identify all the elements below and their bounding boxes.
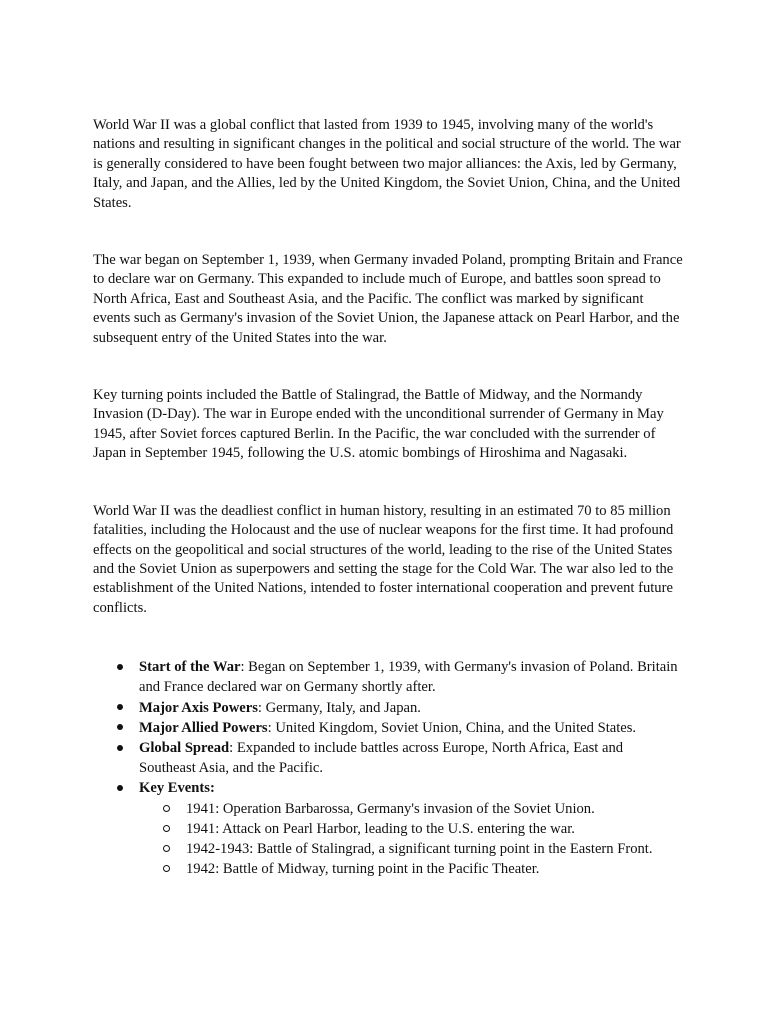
paragraph-turning-points: Key turning points included the Battle of Stalingrad, the Battle of Midway, and the Normandy Invasion (D-Day). The war in Europe ended with the unconditional surrender of Germany in May 1945, after Soviet forces captured Berlin. In the Pacific, the war concluded with the surrender of Japan in September 1945, following the U.S. atomic bombings of Hiroshima and Nagasaki. xyxy=(93,387,664,462)
bullet-axis-powers xyxy=(93,698,683,718)
key-event-text: 1942: Battle of Midway, turning point in the Pacific Theater. xyxy=(186,861,540,878)
bullet-label: Major Axis Powers xyxy=(139,699,258,716)
key-event-text: 1941: Attack on Pearl Harbor, leading to the U.S. entering the war. xyxy=(186,820,575,837)
document-page xyxy=(93,116,683,879)
hollow-bullet-icon xyxy=(161,819,171,839)
key-event-text: 1942-1943: Battle of Stalingrad, a significant turning point in the Eastern Front. xyxy=(186,840,653,857)
bullet-dot-icon xyxy=(115,718,125,738)
hollow-bullet-icon xyxy=(161,859,171,879)
bullet-label: Key Events: xyxy=(139,780,215,797)
bullet-dot-icon xyxy=(115,778,125,798)
bullet-label: Global Spread xyxy=(139,739,230,756)
bullet-dot-icon xyxy=(115,698,125,718)
bullet-allied-powers xyxy=(93,718,683,738)
paragraph-beginning: The war began on September 1, 1939, when Germany invaded Poland, prompting Britain and France to declare war on Germany. This expanded to include much of Europe, and battles soon spread to North Africa, East and Southeast Asia, and the Pacific. The conflict was marked by significant events such as Germany's invasion of the Soviet Union, the Japanese attack on Pearl Harbor, and the subsequent entry of the United States into the war. xyxy=(93,252,683,346)
hollow-bullet-icon xyxy=(161,799,171,819)
key-event-item xyxy=(139,839,683,859)
key-event-text: 1941: Operation Barbarossa, Germany's invasion of the Soviet Union. xyxy=(186,800,595,817)
summary-bullet-list xyxy=(93,657,683,879)
bullet-start-of-war xyxy=(93,657,683,697)
bullet-text: : Began on September 1, 1939, with Germany's invasion of Poland. Britain and France declared war on Germany shortly after. xyxy=(139,659,678,696)
bullet-dot-icon xyxy=(115,657,125,677)
bullet-key-events xyxy=(93,778,683,879)
key-event-item xyxy=(139,859,683,879)
key-event-item xyxy=(139,819,683,839)
bullet-text: : Germany, Italy, and Japan. xyxy=(257,699,421,716)
bullet-text: : Expanded to include battles across Europe, North Africa, East and Southeast Asia, and the Pacific. xyxy=(139,739,624,777)
bullet-text: : United Kingdom, Soviet Union, China, and the United States. xyxy=(267,719,637,736)
paragraph-overview: World War II was a global conflict that lasted from 1939 to 1945, involving many of the world's nations and resulting in significant changes in the political and social structure of the world. The war is generally considered to have been fought between two major alliances: the Axis, led by Germany, Italy, and Japan, and the Allies, led by the United Kingdom, the Soviet Union, China, and the United States. xyxy=(93,117,681,211)
bullet-global-spread xyxy=(93,738,683,778)
key-event-item xyxy=(139,799,683,819)
bullet-label: Major Allied Powers xyxy=(139,719,268,736)
paragraph-aftermath: World War II was the deadliest conflict in human history, resulting in an estimated 70 to 85 million fatalities, including the Holocaust and the use of nuclear weapons for the first time. It had profound effects on the geopolitical and social structures of the world, leading to the rise of the United States and the Soviet Union as superpowers and setting the stage for the Cold War. The war also led to the establishment of the United Nations, intended to foster international cooperation and prevent future conflicts. xyxy=(93,502,674,616)
hollow-bullet-icon xyxy=(161,839,171,859)
bullet-dot-icon xyxy=(115,738,125,758)
key-events-list xyxy=(139,799,683,880)
bullet-label: Start of the War xyxy=(139,659,241,676)
